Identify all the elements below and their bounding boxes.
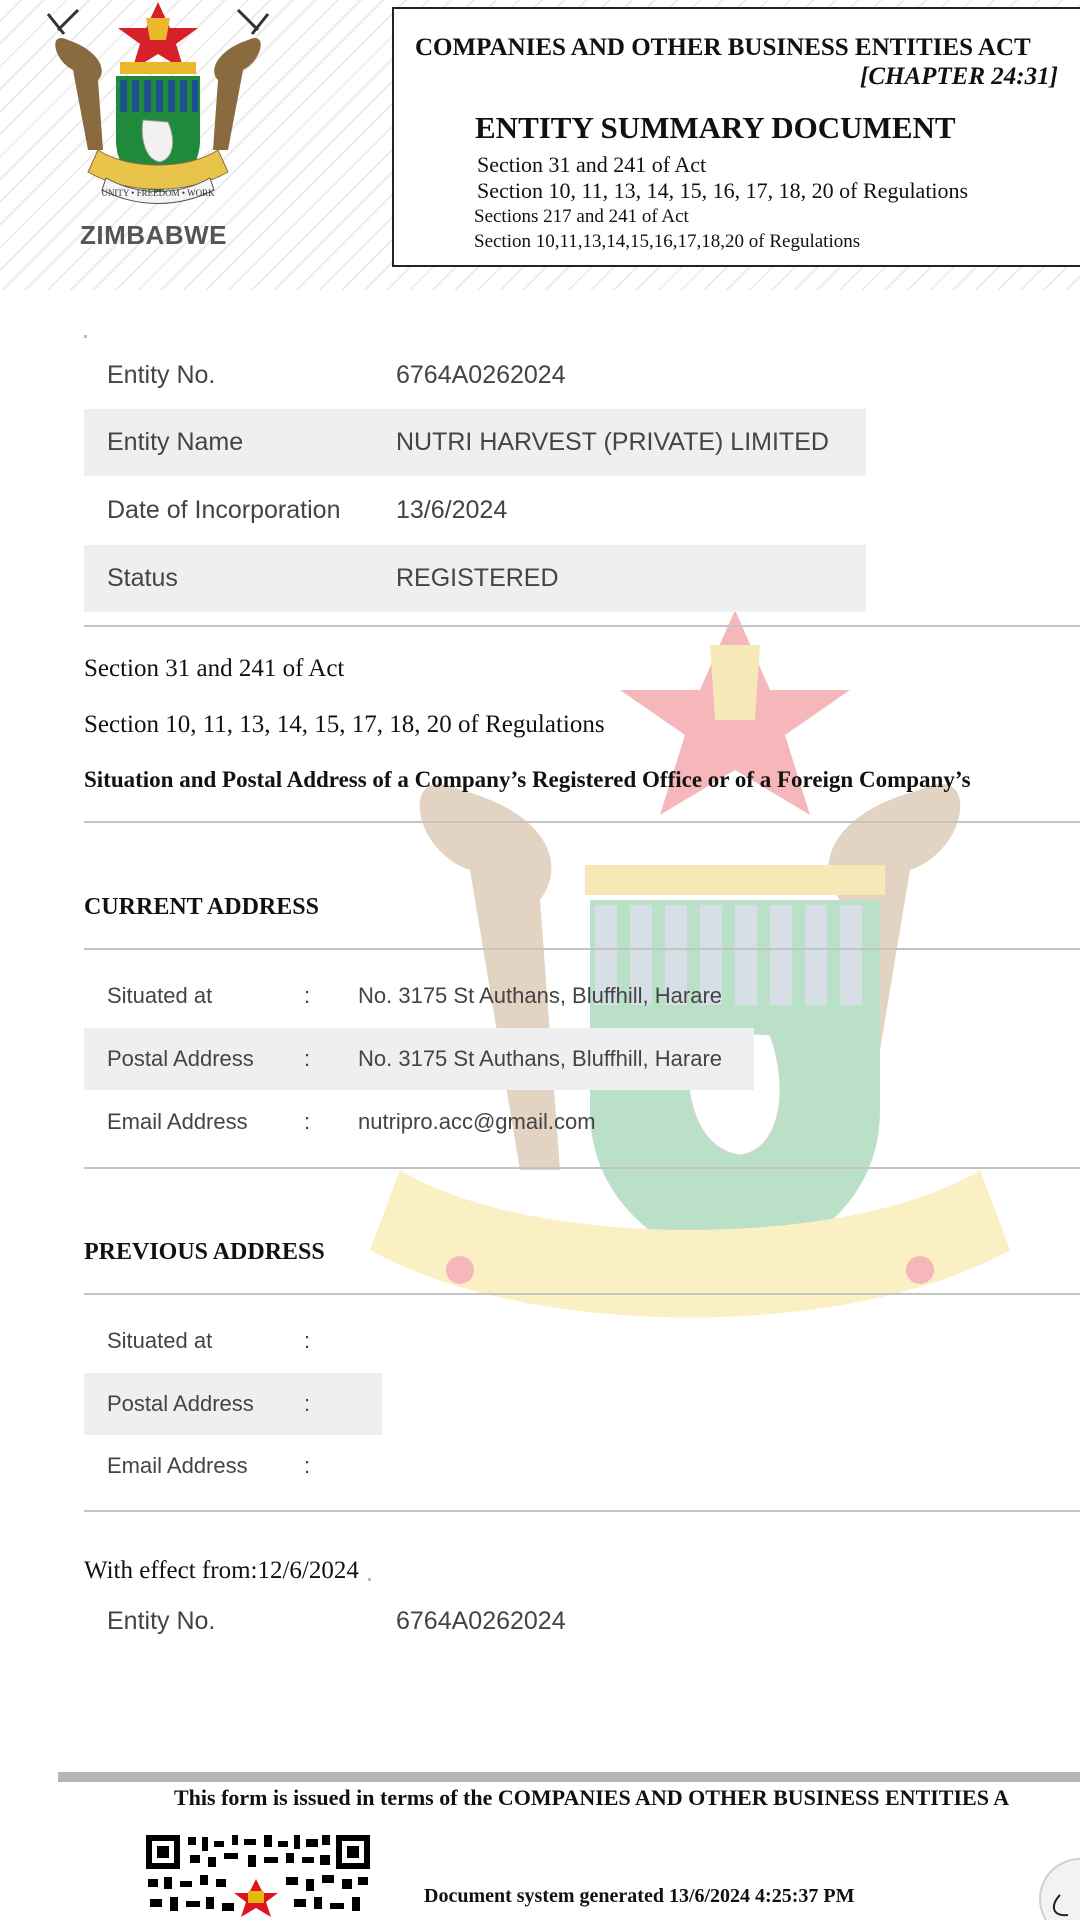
address-label: Email Address	[107, 1453, 248, 1478]
address-value: nutripro.acc@gmail.com	[358, 1109, 596, 1134]
entity-row-label: Status	[107, 564, 178, 592]
country-name: ZIMBABWE	[80, 220, 227, 250]
footer-issued-text: This form is issued in terms of the COMPANIES AND OTHER BUSINESS ENTITIES A	[174, 1785, 1010, 1810]
address-value: No. 3175 St Authans, Bluffhill, Harare	[358, 983, 723, 1008]
address-value: No. 3175 St Authans, Bluffhill, Harare	[358, 1046, 723, 1071]
address-separator: :	[304, 983, 311, 1008]
address-separator: :	[304, 1391, 311, 1416]
effective-date-text: With effect from:12/6/2024	[84, 1557, 359, 1584]
effect-entity-row	[84, 1588, 784, 1655]
divider	[84, 1167, 1080, 1169]
entity-row-label: Entity No.	[107, 361, 216, 389]
current-situated-row	[84, 965, 754, 1027]
entity-row-value: 6764A0262024	[396, 361, 566, 389]
entity-row-name	[84, 409, 866, 476]
dot-mark	[84, 335, 87, 338]
generated-timestamp: Document system generated 13/6/2024 4:25:37 PM	[424, 1885, 855, 1907]
motto-text: UNITY • FREEDOM • WORK	[101, 188, 215, 198]
situation-heading: Situation and Postal Address of a Company’s Registered Office or of a Foreign Company’s	[84, 767, 971, 792]
entity-row-label: Date of Incorporation	[107, 496, 341, 524]
entity-row-value: 13/6/2024	[396, 496, 508, 524]
address-label: Postal Address	[107, 1046, 254, 1071]
current-address-heading: CURRENT ADDRESS	[84, 894, 319, 920]
header-section-4: Section 10,11,13,14,15,16,17,18,20 of Regulations	[474, 231, 861, 252]
address-label: Postal Address	[107, 1391, 254, 1416]
address-label: Situated at	[107, 983, 213, 1008]
address-label: Situated at	[107, 1328, 213, 1353]
footer-bar	[58, 1772, 1080, 1782]
section-act-text: Section 31 and 241 of Act	[84, 655, 345, 682]
divider	[84, 1293, 1080, 1295]
qr-code-icon	[144, 1833, 372, 1920]
address-label: Email Address	[107, 1109, 248, 1134]
header-section-1: Section 31 and 241 of Act	[477, 152, 707, 177]
section-regulations-text: Section 10, 11, 13, 14, 15, 17, 18, 20 of Regulations	[84, 711, 605, 738]
divider	[84, 948, 1080, 950]
header-section-3: Sections 217 and 241 of Act	[474, 206, 689, 227]
entity-row-label: Entity No.	[107, 1607, 216, 1635]
entity-row-value: 6764A0262024	[396, 1607, 566, 1635]
previous-postal-row	[84, 1373, 382, 1435]
address-separator: :	[304, 1046, 311, 1071]
entity-row-date	[84, 477, 866, 544]
header-section-2: Section 10, 11, 13, 14, 15, 16, 17, 18, 20 of Regulations	[477, 178, 969, 203]
entity-row-label: Entity Name	[107, 428, 244, 456]
dot-mark	[368, 1578, 371, 1581]
official-stamp-icon	[1038, 1855, 1080, 1920]
document-title: ENTITY SUMMARY DOCUMENT	[475, 110, 956, 145]
current-postal-row	[84, 1028, 754, 1090]
address-separator: :	[304, 1109, 311, 1134]
address-separator: :	[304, 1328, 311, 1353]
previous-situated-row	[84, 1310, 382, 1372]
entity-row-number	[84, 342, 866, 409]
entity-row-status	[84, 545, 866, 612]
divider	[84, 1510, 1080, 1512]
divider	[84, 821, 1080, 823]
divider	[84, 625, 1080, 627]
address-separator: :	[304, 1453, 311, 1478]
entity-row-value: NUTRI HARVEST (PRIVATE) LIMITED	[396, 428, 829, 456]
coat-of-arms-icon	[28, 0, 288, 215]
previous-address-heading: PREVIOUS ADDRESS	[84, 1239, 325, 1265]
current-email-row	[84, 1091, 754, 1153]
chapter-label: [CHAPTER 24:31]	[860, 63, 1058, 90]
entity-row-value: REGISTERED	[396, 564, 559, 592]
act-title: COMPANIES AND OTHER BUSINESS ENTITIES ACT	[415, 34, 1031, 61]
previous-email-row	[84, 1435, 382, 1497]
